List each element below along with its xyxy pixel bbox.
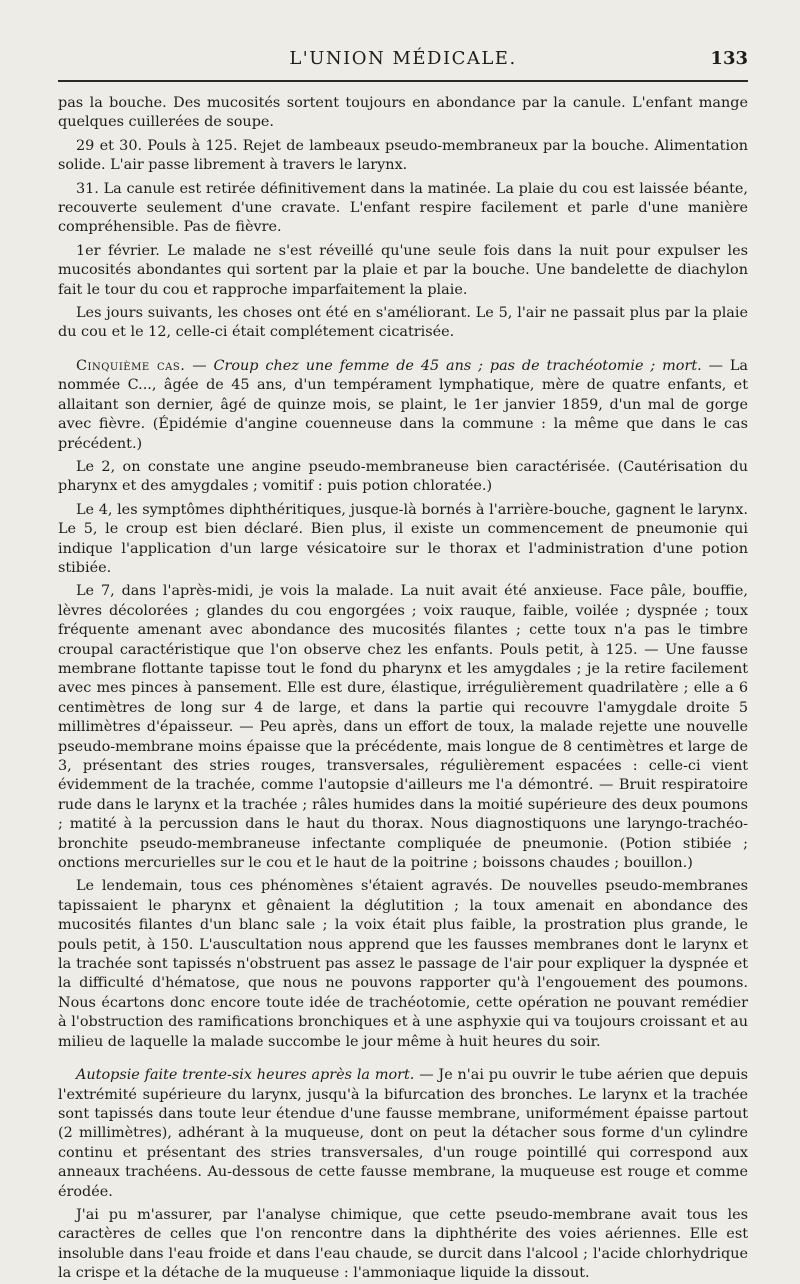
paragraph: Le lendemain, tous ces phénomènes s'étaient agravés. De nouvelles pseudo-membranes tapissaient le pharynx et gênaient la déglutition ; la toux amenait en abondance des mucosités filantes d'un blanc sale ; la voix était plus faible, la prostration plus grande, le pouls petit, à 150. L'auscultation nous apprend que les fausses membranes dont le larynx et la trachée sont tapissés n'obstruent pas assez le passage de l'air pour expliquer la dyspnée et la difficulté d'hématose, que nous ne pouvons rapporter qu'à l'engouement des poumons. Nous écartons donc encore toute idée de trachéotomie, cette opération ne pouvant remédier à l'obstruction des ramifications bronchiques et à une asphyxie qui va toujours croissant et au milieu de laquelle la malade succombe le jour même à huit heures du soir. <box>58 878 748 1050</box>
case-heading-paragraph: Cinquième cas. — Croup chez une femme de 45 ans ; pas de trachéotomie ; mort. — La nommée C..., âgée de 45 ans, d'un tempérament lymphatique, mère de quatre enfants, et allaitant son dernier, âgé de quinze mois, se plaint, le 1er janvier 1859, d'un mal de gorge avec fièvre. (Épidémie d'angine couenneuse dans la commune : la même que dans le cas précédent.) <box>58 357 748 452</box>
autopsy-paragraph <box>58 1066 748 1202</box>
case-text: — La nommée C..., âgée de 45 ans, d'un tempérament lymphatique, mère de quatre enfants, et allaitant son dernier, âgé de quinze mois, se plaint, le 1er janvier 1859, d'un mal de gorge avec fièvre. (Épidémie d'angine couenneuse dans la commune : la même que dans le cas précédent.) <box>58 357 748 452</box>
page-header <box>58 0 748 82</box>
case-title: Croup chez une femme de 45 ans ; pas de trachéotomie ; mort. <box>213 357 702 374</box>
paragraph: Le 2, on constate une angine pseudo-membraneuse bien caractérisée. (Cautérisation du pharynx et des amygdales ; vomitif : puis potion chloratée.) <box>58 458 748 495</box>
page-number: 133 <box>710 48 748 69</box>
paragraph: Le 4, les symptômes diphthéritiques, jusque-là bornés à l'arrière-bouche, gagnent le larynx. Le 5, le croup est bien déclaré. Bien plus, il existe un commencement de pneumonie qui indique l'application d'un large vésicatoire sur le thorax et l'administration d'une potion stibiée. <box>58 501 748 576</box>
header-rule <box>58 80 748 82</box>
paragraph: Le 7, dans l'après-midi, je vois la malade. La nuit avait été anxieuse. Face pâle, bouffie, lèvres décolorées ; glandes du cou engorgées ; voix rauque, faible, voilée ; dyspnée ; toux fréquente amenant avec abondance des mucosités filantes ; cette toux n'a pas le timbre croupal caractéristique que l'on observe chez les enfants. Pouls petit, à 125. — Une fausse membrane flottante tapisse tout le fond du pharynx et les amygdales ; je la retire facilement avec mes pinces à pansement. Elle est dure, élastique, irrégulièrement quadrilatère ; elle a 6 centimètres de long sur 4 de large, et dans la partie qui recouvre l'amygdale droite 5 millimètres d'épaisseur. — Peu après, dans un effort de toux, la malade rejette une nouvelle pseudo-membrane moins épaisse que la précédente, mais longue de 8 centimètres et large de 3, présentant des stries rouges, transversales, régulièrement espacées : celle-ci vient évidemment de la trachée, comme l'autopsie d'ailleurs me l'a démontré. — Bruit respiratoire rude dans le larynx et la trachée ; râles humides dans la moitié supérieure des deux poumons ; matité à la percussion dans le haut du thorax. Nous diagnostiquons une laryngo-trachéo-bronchite pseudo-membraneuse infectante compliquée de pneumonie. (Potion stibiée ; onctions mercurielles sur le cou et le haut de la poitrine ; boissons chaudes ; bouillon.) <box>58 583 748 872</box>
running-title: L'UNION MÉDICALE. <box>289 48 517 69</box>
paragraph: 29 et 30. Pouls à 125. Rejet de lambeaux pseudo-membraneux par la bouche. Alimentation solide. L'air passe librement à travers le larynx. <box>58 137 748 174</box>
paragraph: pas la bouche. Des mucosités sortent toujours en abondance par la canule. L'enfant mange quelques cuillerées de soupe. <box>58 95 748 131</box>
paragraph: J'ai pu m'assurer, par l'analyse chimique, que cette pseudo-membrane avait tous les caractères de celles que l'on rencontre dans la diphthérite des voies aériennes. Elle est insoluble dans l'eau froide et dans l'eau chaude, se durcit dans l'alcool ; l'acide chlorhydrique la crispe et la détache de la muqueuse : l'ammoniaque liquide la dissout. <box>58 1206 748 1282</box>
article-body <box>58 94 748 1284</box>
autopsy-label: Autopsie faite trente-six heures après la mort. <box>76 1067 415 1084</box>
paragraph: Les jours suivants, les choses ont été en s'améliorant. Le 5, l'air ne passait plus par la plaie du cou et le 12, celle-ci était complétement cicatrisée. <box>58 305 748 341</box>
case-label: Cinquième cas. <box>76 357 186 374</box>
paragraph: 31. La canule est retirée définitivement dans la matinée. La plaie du cou est laissée béante, recouverte seulement d'une cravate. L'enfant respire facilement et parle d'une manière compréhensible. Pas de fièvre. <box>58 180 748 236</box>
autopsy-text: — Je n'ai pu ouvrir le tube aérien que depuis l'extrémité supérieure du larynx, jusqu'à la bifurcation des bronches. Le larynx et la trachée sont tapissés dans toute leur étendue d'une fausse membrane, uniformément épaisse partout (2 millimètres), adhérant à la muqueuse, dont on peut la détacher sous forme d'un cylindre continu et présentant des stries transversales, d'un rouge pointillé qui correspond aux anneaux trachéens. Au-dessous de cette fausse membrane, la muqueuse est rouge et comme érodée. <box>58 1067 749 1200</box>
paragraph: 1er février. Le malade ne s'est réveillé qu'une seule fois dans la nuit pour expulser les mucosités abondantes qui sortent par la plaie et par la bouche. Une bandelette de diachylon fait le tour du cou et rapproche imparfaitement la plaie. <box>58 242 748 298</box>
